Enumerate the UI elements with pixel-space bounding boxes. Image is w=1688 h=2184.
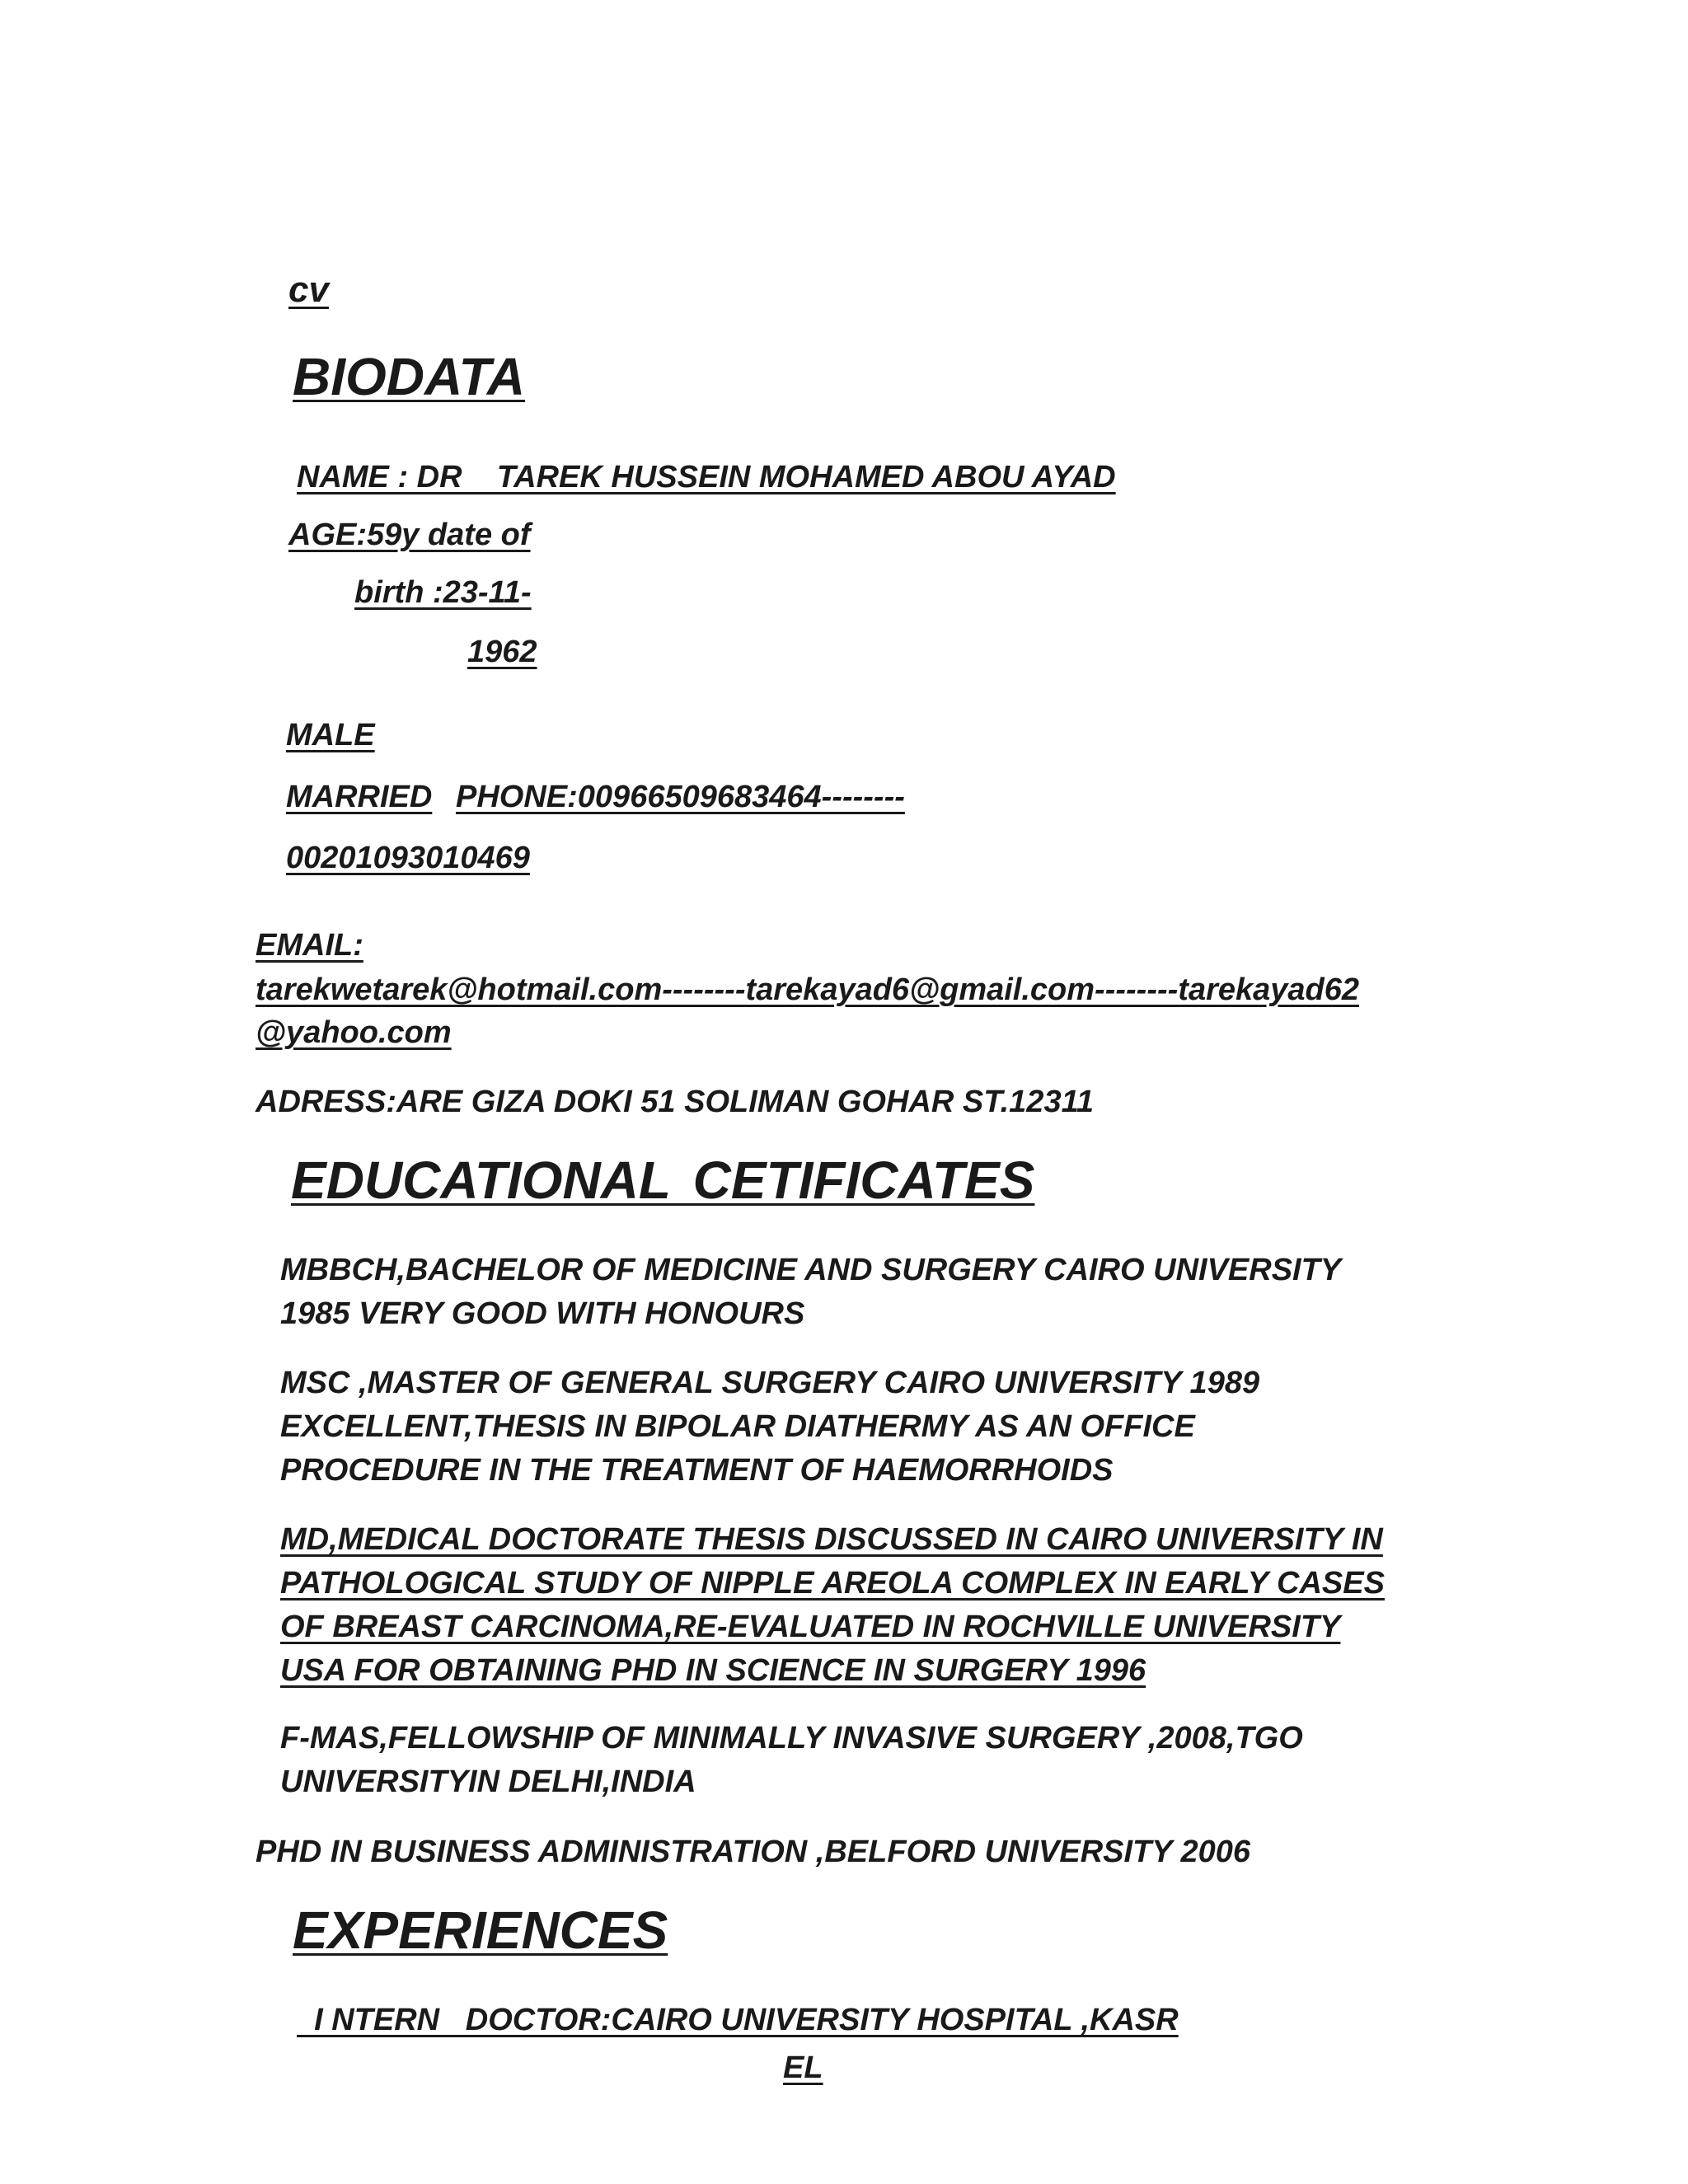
- experience-item-line-2: EL: [783, 2050, 823, 2085]
- edu-fmas: [280, 1717, 1303, 1804]
- cv-title: cv: [288, 269, 329, 310]
- phone-2: 00201093010469: [286, 841, 530, 875]
- edu-md-line: PATHOLOGICAL STUDY OF NIPPLE AREOLA COMPLEX IN EARLY CASES: [280, 1566, 1385, 1601]
- experience-item-line-1: I NTERN DOCTOR:CAIRO UNIVERSITY HOSPITAL ,KASR: [297, 2003, 1179, 2037]
- edu-mbbch-line: MBBCH,BACHELOR OF MEDICINE AND SURGERY CAIRO UNIVERSITY: [280, 1253, 1342, 1287]
- edu-md-line: USA FOR OBTAINING PHD IN SCIENCE IN SURGERY 1996: [280, 1653, 1146, 1688]
- experiences-heading: EXPERIENCES: [293, 1900, 668, 1960]
- edu-msc-line: MSC ,MASTER OF GENERAL SURGERY CAIRO UNIVERSITY 1989: [280, 1366, 1260, 1400]
- edu-fmas-line: UNIVERSITYIN DELHI,INDIA: [280, 1765, 696, 1799]
- biodata-heading: BIODATA: [293, 347, 526, 406]
- birth-line: birth :23-11-: [354, 575, 532, 610]
- phone: PHONE:00966509683464--------: [456, 780, 905, 814]
- marital-status: MARRIED: [286, 780, 433, 814]
- edu-msc: [280, 1361, 1259, 1493]
- edu-fmas-line: F-MAS,FELLOWSHIP OF MINIMALLY INVASIVE SURGERY ,2008,TGO: [280, 1721, 1303, 1755]
- edu-msc-line: EXCELLENT,THESIS IN BIPOLAR DIATHERMY AS AN OFFICE: [280, 1409, 1195, 1444]
- education-heading: EDUCATIONAL CETIFICATES: [291, 1151, 1035, 1210]
- birth-year: 1962: [467, 635, 537, 669]
- edu-md-line: MD,MEDICAL DOCTORATE THESIS DISCUSSED IN CAIRO UNIVERSITY IN: [280, 1522, 1383, 1557]
- address: ADRESS:ARE GIZA DOKI 51 SOLIMAN GOHAR ST.12311: [256, 1085, 1095, 1119]
- edu-mbbch: [280, 1249, 1341, 1336]
- edu-msc-line: PROCEDURE IN THE TREATMENT OF HAEMORRHOIDS: [280, 1453, 1114, 1488]
- edu-md-line: OF BREAST CARCINOMA,RE-EVALUATED IN ROCHVILLE UNIVERSITY: [280, 1610, 1341, 1644]
- email-label: EMAIL:: [256, 928, 363, 963]
- email-line-1[interactable]: tarekwetarek@hotmail.com--------tarekayad6@gmail.com--------tarekayad62: [256, 972, 1360, 1007]
- edu-phd: PHD IN BUSINESS ADMINISTRATION ,BELFORD UNIVERSITY 2006: [256, 1835, 1251, 1869]
- edu-md: [280, 1518, 1385, 1693]
- name-line: NAME : DR TAREK HUSSEIN MOHAMED ABOU AYAD: [297, 460, 1116, 494]
- gender: MALE: [286, 718, 375, 752]
- edu-mbbch-line: 1985 VERY GOOD WITH HONOURS: [280, 1296, 805, 1331]
- age-line: AGE:59y date of: [288, 518, 531, 552]
- email-line-2[interactable]: @yahoo.com: [256, 1015, 452, 1050]
